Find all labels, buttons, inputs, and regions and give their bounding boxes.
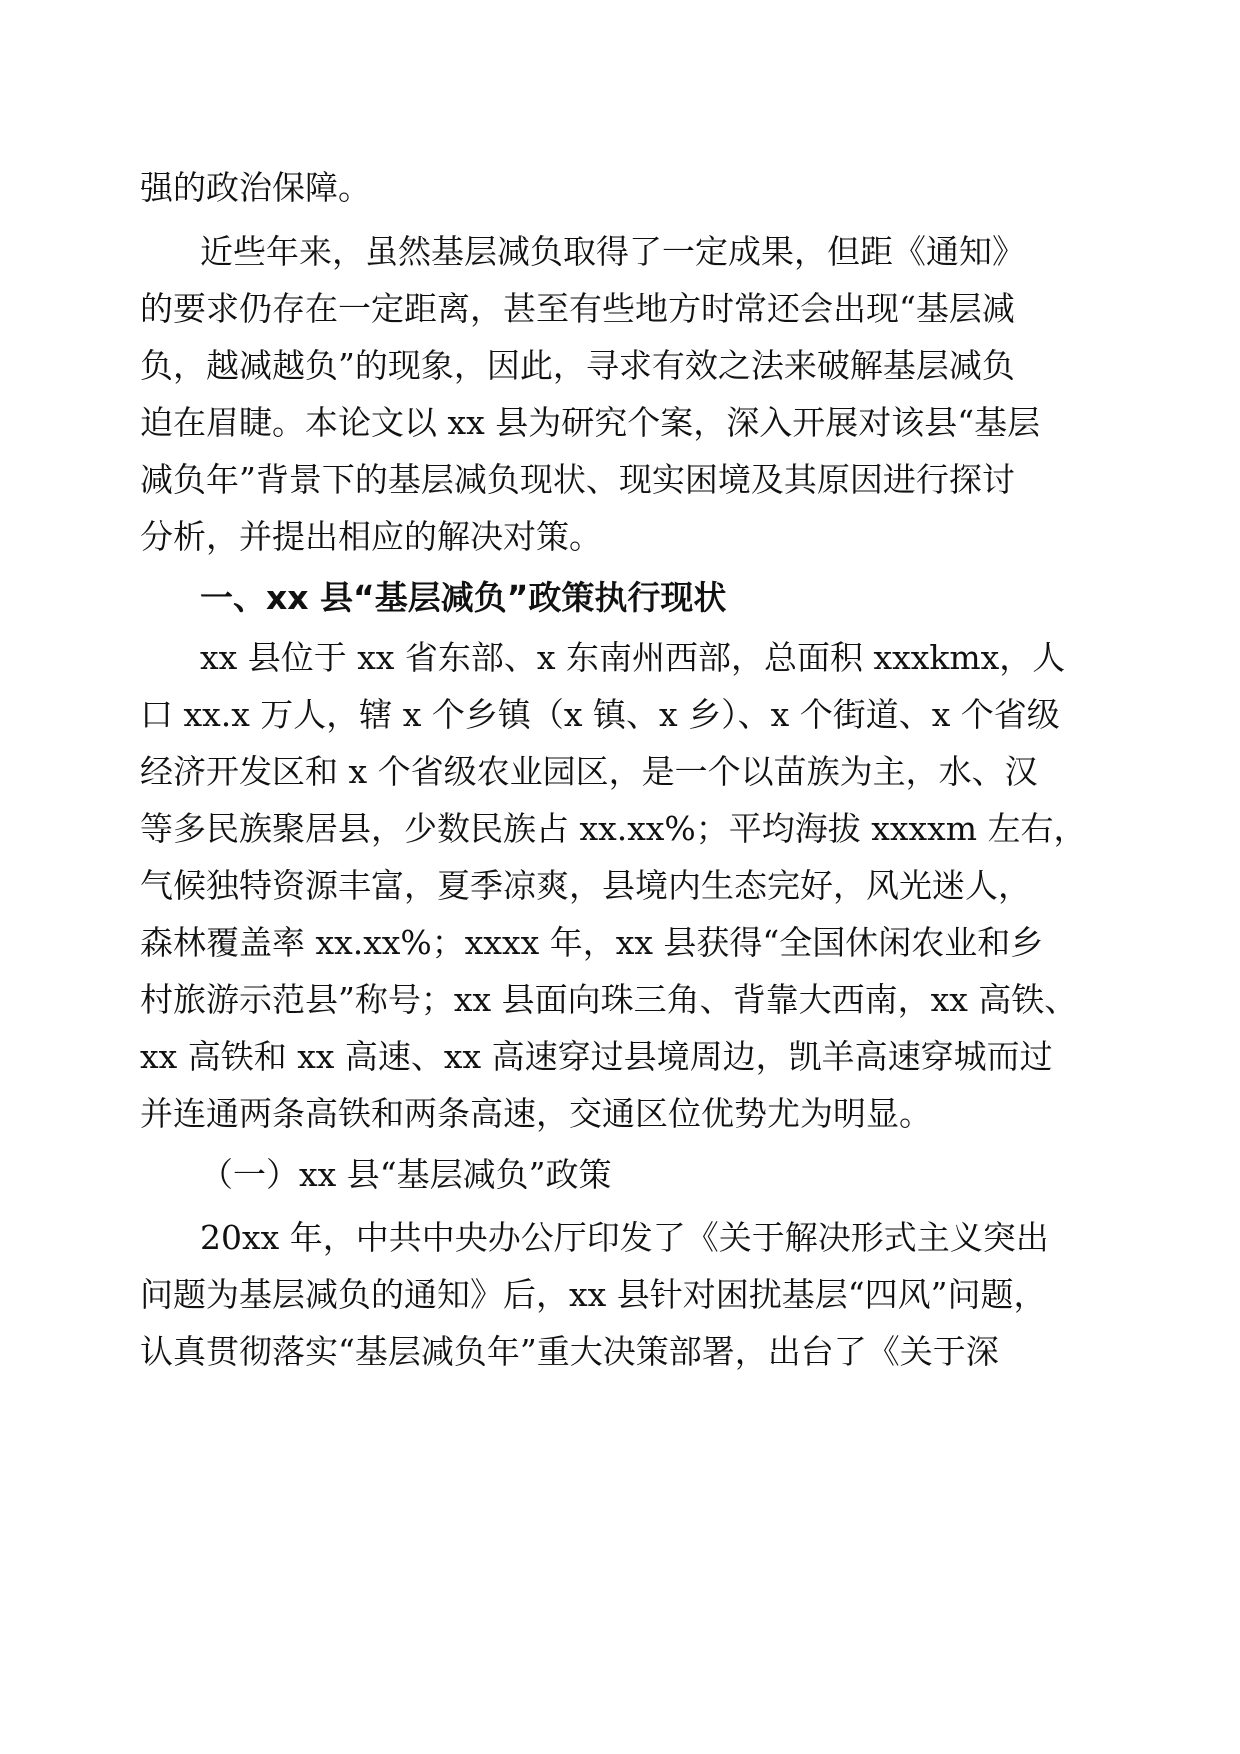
paragraph-line: 减负年”背景下的基层减负现状、现实困境及其原因进行探讨 [140,460,1015,499]
paragraph-line: 村旅游示范县”称号；xx 县面向珠三角、背靠大西南，xx 高铁、 [140,980,1078,1019]
paragraph-line: 气候独特资源丰富，夏季凉爽，县境内生态完好，风光迷人， [140,866,1031,905]
paragraph-line: xx 县位于 xx 省东部、x 东南州西部，总面积 xxxkmx，人 [200,638,1066,677]
paragraph-line: 强的政治保障。 [140,168,371,207]
paragraph-line: 20xx 年，中共中央办公厅印发了《关于解决形式主义突出 [200,1218,1049,1257]
paragraph-line: 的要求仍存在一定距离，甚至有些地方时常还会出现“基层减 [140,289,1015,328]
paragraph-line: 负，越减越负”的现象，因此，寻求有效之法来破解基层减负 [140,346,1015,385]
paragraph-line: xx 高铁和 xx 高速、xx 高速穿过县境周边，凯羊高速穿城而过 [140,1037,1053,1076]
paragraph-line: 问题为基层减负的通知》后，xx 县针对困扰基层“四风”问题， [140,1275,1047,1314]
paragraph-line: 森林覆盖率 xx.xx%；xxxx 年，xx 县获得“全国休闲农业和乡 [140,923,1044,962]
section-heading: 一、xx 县“基层减负”政策执行现状 [200,578,727,617]
paragraph-line: 经济开发区和 x 个省级农业园区，是一个以苗族为主，水、汉 [140,752,1038,791]
paragraph-line: 等多民族聚居县，少数民族占 xx.xx%；平均海拔 xxxxm 左右， [140,809,1087,848]
paragraph-line: 口 xx.x 万人，辖 x 个乡镇（x 镇、x 乡）、x 个街道、x 个省级 [140,695,1060,734]
subsection-heading: （一）xx 县“基层减负”政策 [200,1155,612,1194]
paragraph-line: 近些年来，虽然基层减负取得了一定成果，但距《通知》 [200,232,1025,271]
paragraph-line: 迫在眉睫。本论文以 xx 县为研究个案，深入开展对该县“基层 [140,403,1041,442]
paragraph-line: 并连通两条高铁和两条高速，交通区位优势尤为明显。 [140,1094,932,1133]
paragraph-line: 分析，并提出相应的解决对策。 [140,517,602,556]
paragraph-line: 认真贯彻落实“基层减负年”重大决策部署，出台了《关于深 [140,1332,999,1371]
